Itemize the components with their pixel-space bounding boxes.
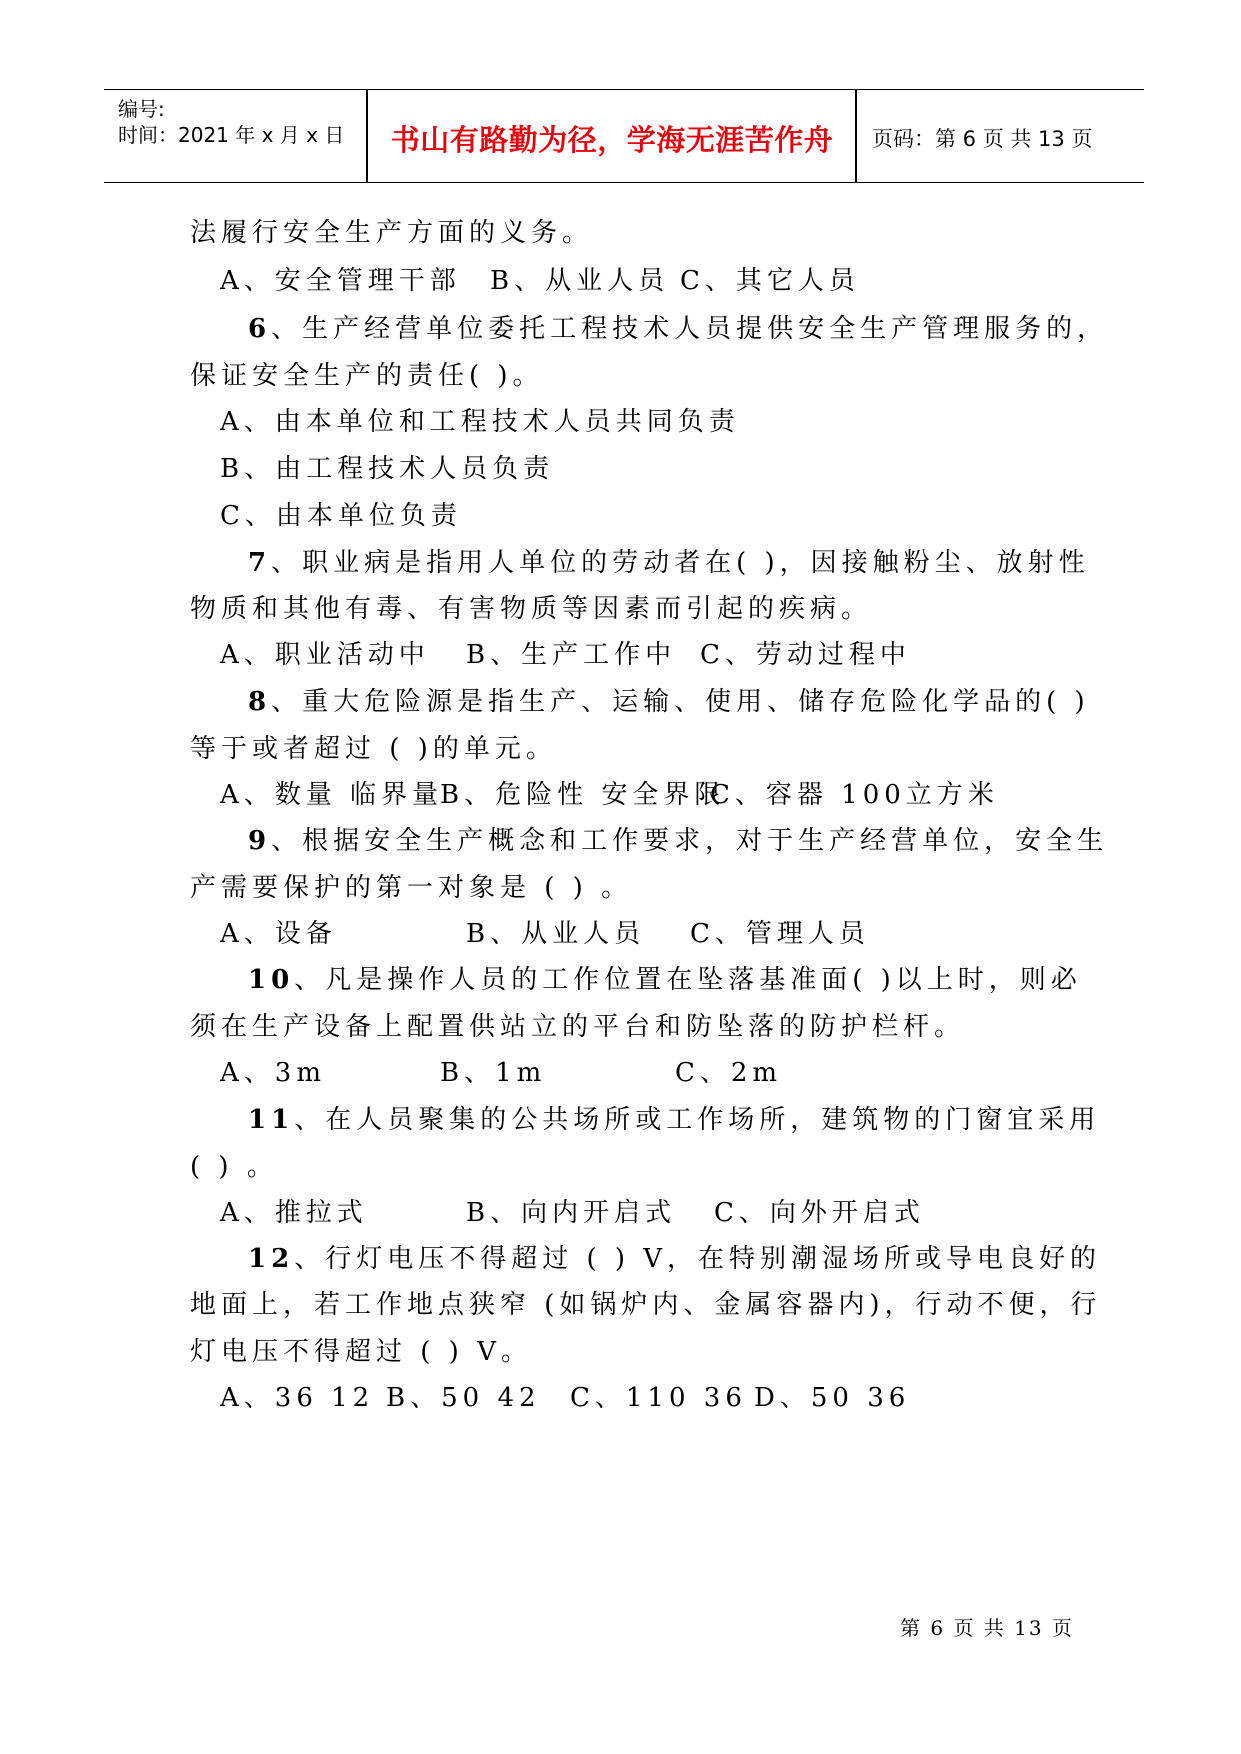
text-line: 灯电压不得超过 ( ) V。 (190, 1337, 532, 1367)
question-text: 、重大危险源是指生产、运输、使用、储存危险化学品的( ) (271, 687, 1090, 717)
text-line: ( ) 。 (190, 1152, 278, 1182)
text-line: 保证安全生产的责任( )。 (190, 361, 544, 391)
question-text: 、生产经营单位委托工程技术人员提供安全生产管理服务的， (271, 314, 1109, 344)
question-11 (248, 1099, 1100, 1136)
option-b: B、生产工作中 (466, 640, 677, 670)
question-12 (248, 1238, 1101, 1275)
question-number: 6 (248, 314, 272, 344)
option-c: C、由本单位负责 (220, 501, 462, 531)
question-text: 、职业病是指用人单位的劳动者在( )，因接触粉尘、放射性 (271, 548, 1090, 578)
time-label: 时间：2021 年 x 月 x 日 (118, 123, 345, 147)
text-line: 物质和其他有毒、有害物质等因素而引起的疾病。 (190, 594, 873, 624)
text-line: 须在生产设备上配置供站立的平台和防坠落的防护栏杆。 (190, 1012, 966, 1042)
option-c: C、管理人员 (690, 919, 870, 949)
option-c: C、向外开启式 (714, 1198, 925, 1228)
text-line: 地面上，若工作地点狭窄 (如锅炉内、金属容器内)，行动不便，行 (190, 1290, 1102, 1320)
option-c: C、劳动过程中 (700, 640, 911, 670)
option-d: D、50 36 (754, 1383, 911, 1413)
option-b: B、50 42 (386, 1383, 541, 1413)
header-divider (366, 90, 368, 182)
question-9 (248, 820, 1108, 857)
option-b: B、1m (440, 1058, 547, 1088)
question-6 (248, 308, 1108, 345)
question-number: 7 (248, 548, 272, 578)
number-label: 编号: (118, 97, 165, 121)
question-number: 9 (248, 826, 272, 856)
option-b: B、从业人员 (490, 266, 670, 296)
option-b: B、向内开启式 (466, 1198, 677, 1228)
option-a: A、3m (220, 1058, 326, 1088)
option-a: A、数量 临界量 (220, 780, 444, 810)
question-7 (248, 542, 1090, 579)
option-a: A、由本单位和工程技术人员共同负责 (220, 407, 740, 437)
header-page-info: 页码：第 6 页 共 13 页 (872, 127, 1093, 151)
option-b: B、从业人员 (466, 919, 646, 949)
question-text: 、根据安全生产概念和工作要求，对于生产经营单位，安全生 (271, 826, 1109, 856)
header-motto: 书山有路勤为径，学海无涯苦作舟 (390, 123, 834, 157)
question-text: 、在人员聚集的公共场所或工作场所，建筑物的门窗宜采用 (294, 1105, 1101, 1135)
option-a: A、推拉式 (220, 1198, 368, 1228)
question-10 (248, 959, 1082, 996)
option-c: C、2m (675, 1058, 783, 1088)
option-c: C、容器 100立方米 (710, 780, 999, 810)
question-8 (248, 681, 1090, 718)
option-b: B、危险性 安全界限 (440, 780, 726, 810)
question-number: 12 (248, 1244, 295, 1274)
option-a: A、安全管理干部 (220, 266, 461, 296)
page-header (104, 89, 1144, 183)
header-meta (118, 96, 344, 148)
text-line: 法履行安全生产方面的义务。 (190, 218, 594, 248)
option-c: C、110 36 (570, 1383, 747, 1413)
question-number: 10 (248, 965, 295, 995)
option-c: C、其它人员 (680, 266, 860, 296)
question-number: 11 (248, 1105, 295, 1135)
option-a: A、36 12 (220, 1383, 375, 1413)
text-line: 产需要保护的第一对象是 ( ) 。 (190, 873, 633, 903)
page-footer: 第 6 页 共 13 页 (900, 1616, 1074, 1640)
option-b: B、由工程技术人员负责 (220, 454, 555, 484)
question-text: 、行灯电压不得超过 ( ) V，在特别潮湿场所或导电良好的 (294, 1244, 1102, 1274)
header-divider (855, 90, 857, 182)
option-a: A、设备 (220, 919, 337, 949)
question-number: 8 (248, 687, 272, 717)
option-a: A、职业活动中 (220, 640, 430, 670)
text-line: 等于或者超过 ( )的单元。 (190, 734, 557, 764)
question-text: 、凡是操作人员的工作位置在坠落基准面( )以上时，则必 (294, 965, 1082, 995)
